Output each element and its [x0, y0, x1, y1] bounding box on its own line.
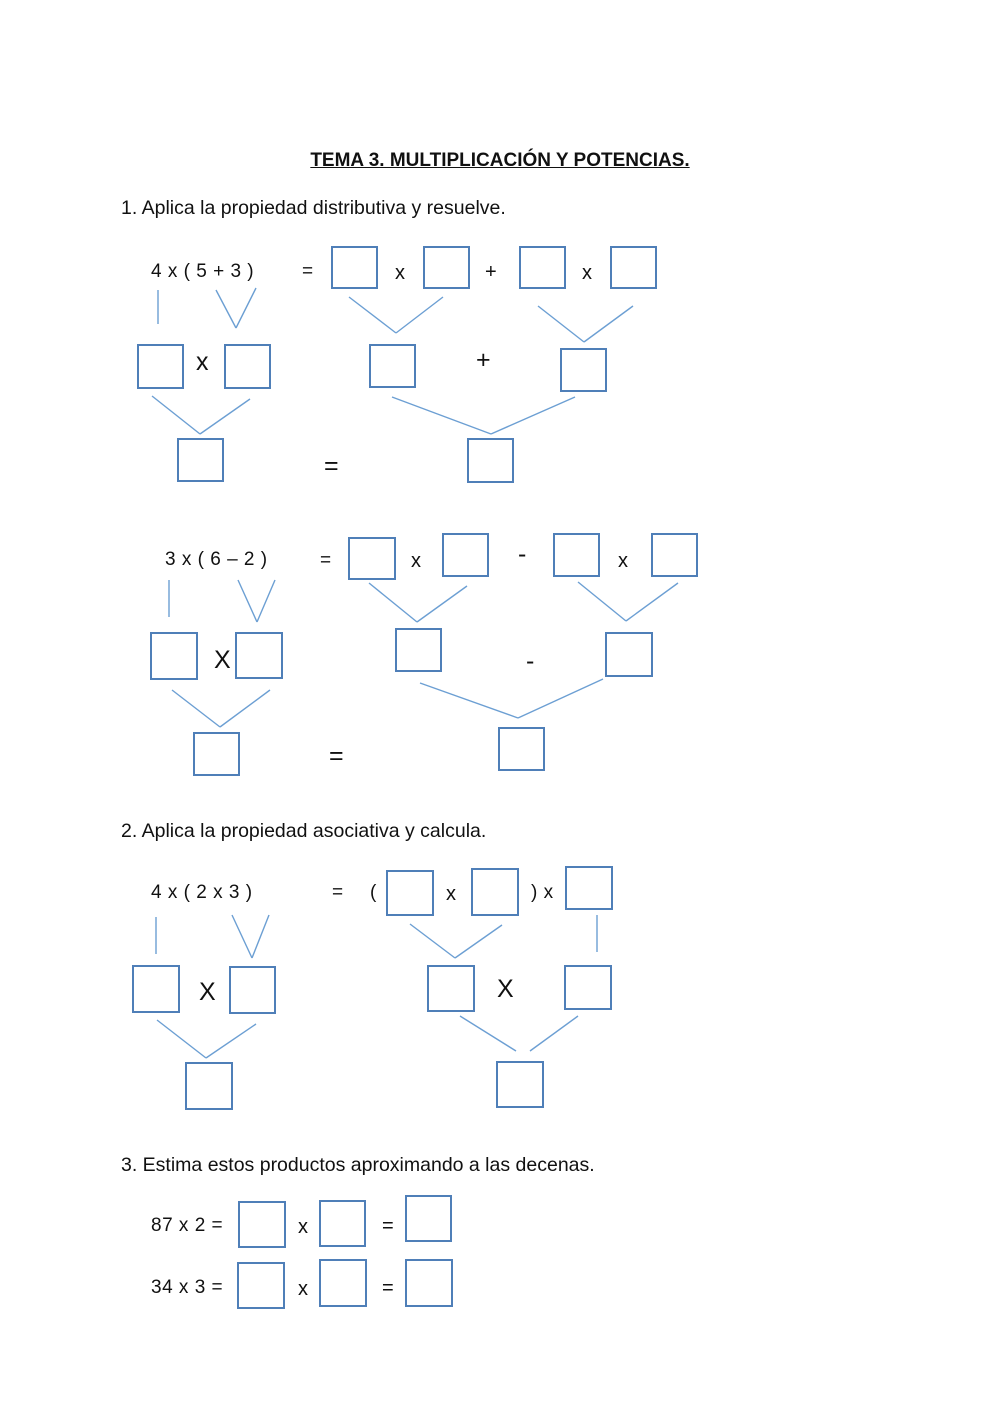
estimate-row-label: 87 x 2 = [151, 1215, 224, 1236]
equals-sign: = [329, 742, 344, 770]
answer-box[interactable] [405, 1195, 452, 1242]
answer-box[interactable] [193, 732, 240, 776]
answer-box[interactable] [605, 632, 653, 677]
answer-box[interactable] [565, 866, 613, 910]
multiply-sign: X [199, 978, 216, 1006]
multiply-sign: x [582, 262, 592, 284]
exercise-1-heading: 1. Aplica la propiedad distributiva y resuelve. [121, 197, 506, 219]
answer-box[interactable] [442, 533, 489, 577]
multiply-sign: x [298, 1216, 308, 1238]
answer-box[interactable] [423, 246, 470, 289]
answer-box[interactable] [319, 1259, 367, 1307]
multiply-sign: x [298, 1278, 308, 1300]
close-parenthesis-multiply: ) x [531, 882, 554, 903]
answer-box[interactable] [237, 1262, 285, 1309]
exercise-2-heading: 2. Aplica la propiedad asociativa y calcula. [121, 820, 487, 842]
equals-sign: = [332, 882, 344, 903]
answer-box[interactable] [150, 632, 198, 680]
answer-box[interactable] [229, 966, 276, 1014]
answer-box[interactable] [395, 628, 442, 672]
multiply-sign: x [446, 883, 456, 905]
answer-box[interactable] [369, 344, 416, 388]
page-title: TEMA 3. MULTIPLICACIÓN Y POTENCIAS. [310, 150, 690, 171]
answer-box[interactable] [348, 537, 396, 580]
answer-box[interactable] [405, 1259, 453, 1307]
answer-box[interactable] [137, 344, 184, 389]
answer-box[interactable] [331, 246, 378, 289]
multiply-sign: X [497, 975, 514, 1003]
answer-box[interactable] [610, 246, 657, 289]
plus-sign: + [485, 261, 497, 283]
estimate-row-label: 34 x 3 = [151, 1277, 224, 1298]
answer-box[interactable] [319, 1200, 366, 1247]
expression-distributive-sum: 4 x ( 5 + 3 ) [151, 261, 255, 282]
open-parenthesis: ( [370, 882, 377, 903]
answer-box[interactable] [498, 727, 545, 771]
answer-box[interactable] [224, 344, 271, 389]
expression-distributive-difference: 3 x ( 6 – 2 ) [165, 549, 268, 570]
multiply-sign: x [395, 262, 405, 284]
answer-box[interactable] [471, 868, 519, 916]
exercise-3-heading: 3. Estima estos productos aproximando a las decenas. [121, 1154, 595, 1176]
answer-box[interactable] [235, 632, 283, 679]
equals-sign: = [320, 550, 332, 571]
expression-associative: 4 x ( 2 x 3 ) [151, 882, 253, 903]
answer-box[interactable] [467, 438, 514, 483]
answer-box[interactable] [185, 1062, 233, 1110]
answer-box[interactable] [564, 965, 612, 1010]
plus-sign: + [476, 346, 491, 374]
equals-sign: = [302, 261, 314, 282]
answer-box[interactable] [560, 348, 607, 392]
minus-sign: - [518, 540, 527, 568]
answer-box[interactable] [651, 533, 698, 577]
answer-box[interactable] [132, 965, 180, 1013]
answer-box[interactable] [238, 1201, 286, 1248]
answer-box[interactable] [386, 870, 434, 916]
multiply-sign: x [618, 550, 628, 572]
multiply-sign: x [196, 348, 209, 376]
equals-sign: = [324, 452, 339, 480]
answer-box[interactable] [427, 965, 475, 1012]
minus-sign: - [526, 647, 535, 675]
multiply-sign: X [214, 646, 231, 674]
answer-box[interactable] [519, 246, 566, 289]
answer-box[interactable] [553, 533, 600, 577]
answer-box[interactable] [496, 1061, 544, 1108]
equals-sign: = [382, 1215, 394, 1237]
multiply-sign: x [411, 550, 421, 572]
equals-sign: = [382, 1277, 394, 1299]
answer-box[interactable] [177, 438, 224, 482]
